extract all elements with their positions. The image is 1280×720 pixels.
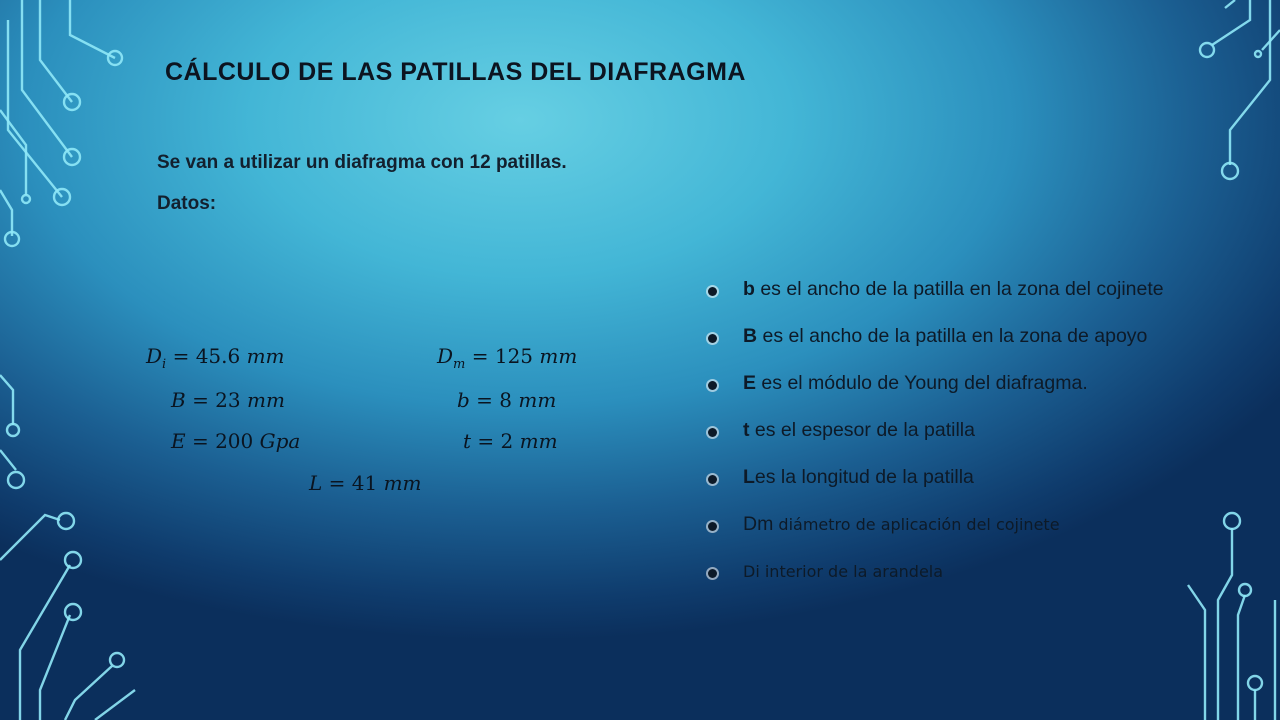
intro-text: Se van a utilizar un diafragma con 12 patillas. (157, 152, 567, 173)
equation-dm: $D_m = 125$ mm (437, 344, 578, 372)
equation-E: E = 200 Gpa (171, 429, 301, 453)
list-item: t es el espesor de la patilla (705, 419, 1275, 466)
equation-b: b = 8 mm (457, 388, 557, 412)
list-item: Les la longitud de la patilla (705, 466, 1275, 513)
data-label: Datos: (157, 193, 217, 214)
bullet-icon (708, 287, 717, 296)
equation-di: $D_i = 45.6$ mm (146, 344, 285, 372)
list-item: Di interior de la arandela (705, 560, 1275, 607)
bullet-icon (708, 428, 717, 437)
bullet-icon (708, 475, 717, 484)
slide-title: CÁLCULO DE LAS PATILLAS DEL DIAFRAGMA (165, 58, 746, 86)
list-item: B es el ancho de la patilla en la zona de apoyo (705, 325, 1275, 372)
equation-L: L = 41 mm (309, 471, 422, 495)
bullet-icon (708, 569, 717, 578)
equation-B: B = 23 mm (171, 388, 285, 412)
list-item: E es el módulo de Young del diafragma. (705, 372, 1275, 419)
definitions-list (705, 278, 1275, 607)
bullet-icon (708, 334, 717, 343)
list-item: Dm diámetro de aplicación del cojinete (705, 513, 1275, 560)
bullet-icon (708, 522, 717, 531)
list-item: b es el ancho de la patilla en la zona del cojinete (705, 278, 1275, 325)
equation-t: t = 2 mm (463, 429, 558, 453)
bullet-icon (708, 381, 717, 390)
